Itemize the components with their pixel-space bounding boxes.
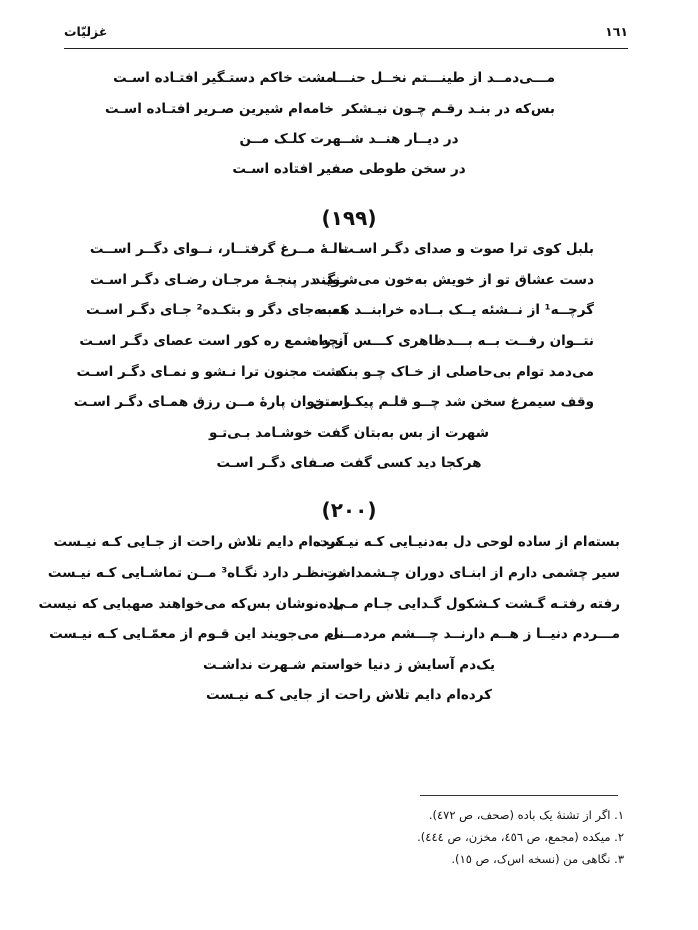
footnote: ۱. اگر از تشنۀ یک باده (صحف، ص ٤٧٢).: [428, 808, 624, 822]
footnote-rule: [420, 795, 618, 796]
poem-number: (۲۰۰): [321, 498, 377, 522]
hemistich-right: بسته‌ام از ساده لوحی دل به‌دنیـایی کـه نیـست: [315, 534, 620, 550]
hemistich-right: سیر چشمی دارم از ابنـای دوران چـشمداشت: [323, 565, 620, 581]
hemistich-right: می‌دمد توام بی‌حاصلی از خـاک چـو بنـد: [335, 364, 594, 380]
footnote: ۲. میکده (مجمع، ص ٤٥٦، مخزن، ص ٤٤٤).: [417, 830, 624, 844]
closing-hemistich: هرکجا دید کسی گفت صـفای دگـر اسـت: [216, 455, 482, 471]
hemistich-left: نام می‌جویند این قـوم از معمّـایی کـه نیـست: [49, 626, 344, 642]
closing-hemistich: در دیــار هنــد شــهرت کلـک مــن: [239, 131, 459, 147]
closing-hemistich: یک‌دم آسایش ز دنیا خواستم شـهرت نداشـت: [202, 657, 496, 673]
hemistich-left: کعبه جای دگر و بتکـده² جـای دگـر اسـت: [86, 302, 348, 318]
hemistich-left: کرده‌ام دایم تلاش راحت از جـایی کـه نیـست: [53, 534, 344, 550]
hemistich-left: رنگ در پنجـۀ مرجـان رضـای دگـر اسـت: [90, 272, 348, 288]
hemistich-left: استخوان پارۀ مــن رزق همـای دگـر اسـت: [73, 394, 348, 410]
page-header: [64, 24, 628, 44]
hemistich-left: مشت خاکم دستـگیر افتـاده اسـت: [113, 70, 334, 86]
closing-hemistich: شهرت از بس به‌بتان گفت خوشـامد بـی‌تـو: [209, 425, 489, 441]
section-title: غزلیّات: [64, 24, 108, 39]
hemistich-right: مـــردم دنیــا ز هــم دارنــد چـــشم مردمـــی: [326, 626, 620, 642]
hemistich-left: خامه‌ام شیرین صـریر افتـاده اسـت: [105, 101, 334, 117]
hemistich-right: نتــوان رفــت بــه بـــدظاهری کـــس از راه: [310, 333, 594, 349]
hemistich-left: کشت مجنون ترا نـشو و نمـای دگـر اسـت: [76, 364, 348, 380]
poem-number: (۱۹۹): [321, 206, 377, 230]
hemistich-right: دست عشاق تو از خویش به‌خون می‌شـویند: [313, 272, 594, 288]
page-number: ١٦١: [605, 24, 628, 39]
hemistich-left: در نظـر دارد نگـاه³ مــن تماشـایی کـه نیـست: [47, 565, 344, 581]
hemistich-right: مـــی‌دمــد از طینـــتم نخــل حنـــا: [331, 70, 555, 86]
hemistich-right: وقف سیمرغ سخن شد چــو قلـم پیکـر مـن: [312, 394, 594, 410]
header-rule: [64, 48, 628, 49]
closing-hemistich: در سخن طوطی صفیر افتاده اسـت: [232, 161, 466, 177]
hemistich-left: نالـۀ مــرغ گرفتــار، نــوای دگــر اســت: [89, 241, 348, 257]
footnote: ۳. نگاهی من (نسخه اس‌ک، ص ١٥).: [451, 852, 624, 866]
closing-hemistich: کرده‌ام دایم تلاش راحت از جایی کـه نیـست: [206, 687, 492, 703]
hemistich-right: رفته رفتـه گـشت کـشکول گـدایی جـام مـی: [332, 596, 620, 612]
hemistich-right: بلبل کوی ترا صوت و صدای دگـر اسـت: [340, 241, 594, 257]
hemistich-right: بس‌که در بنـد رقـم چـون نیـشکر: [342, 101, 555, 117]
hemistich-left: باده‌نوشان بس‌که می‌خواهند صهبایی که نیست: [38, 596, 344, 612]
hemistich-left: آنچه شمع ره کور است عصای دگـر اسـت: [79, 333, 348, 349]
hemistich-right: گرچــه¹ از نــشئه یــک بــاده خرابنــد همــه: [313, 302, 594, 318]
